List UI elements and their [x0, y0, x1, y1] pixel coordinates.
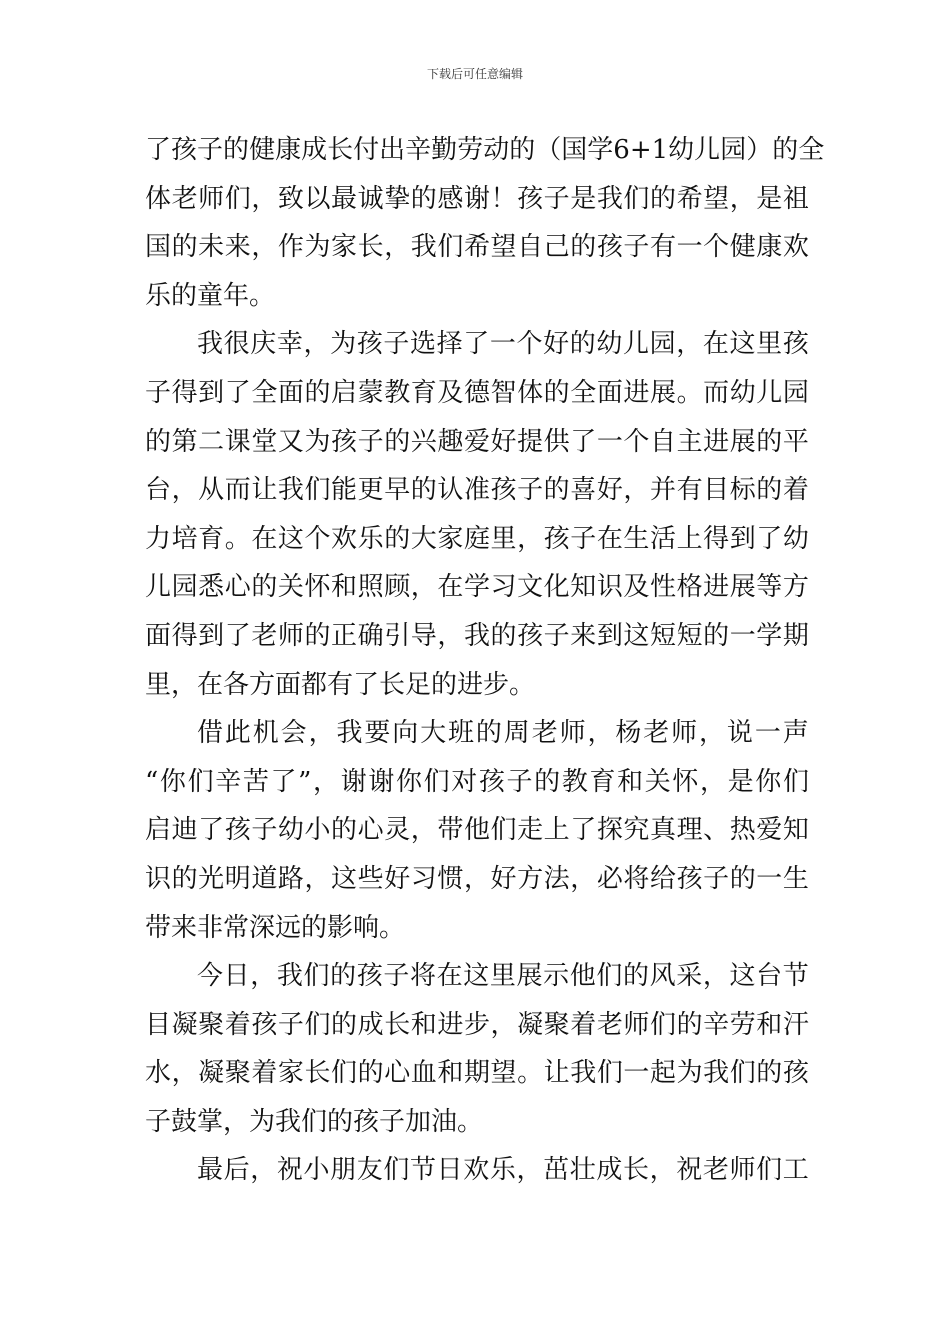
text-line: 今 日 ， 我 们 的 孩 子 将 在 这 里 展 示 他 们 的 风 采 ， 这 台 节	[197, 961, 809, 992]
text-line: 里，在各方面都有了长足的进步。	[145, 669, 536, 700]
text-line: 儿 园 悉 心 的 关 怀 和 照 顾 ， 在 学 习 文 化 知 识 及 性 格 进 展 等 方	[145, 572, 809, 603]
text-line: 面 得 到 了 老 师 的 正 确 引 导 ， 我 的 孩 子 来 到 这 短 短 的 一 学 期	[145, 620, 809, 651]
document-body	[145, 126, 825, 1195]
text-line: 台 ， 从 而 让 我 们 能 更 早 的 认 准 孩 子 的 喜 好 ， 并 有 目 标 的 着	[145, 475, 809, 506]
text-line: 目 凝 聚 着 孩 子 们 的 成 长 和 进 步 ， 凝 聚 着 老 师 们 的 辛 劳 和 汗	[145, 1009, 809, 1040]
text-line: 识 的 光 明 道 路 ， 这 些 好 习 惯 ， 好 方 法 ， 必 将 给 孩 子 的 一 生	[145, 863, 809, 894]
text-line: 子 得 到 了 全 面 的 启 蒙 教 育 及 德 智 体 的 全 面 进 展 。 而 幼 儿 园	[145, 377, 809, 408]
text-line: 借 此 机 会 ， 我 要 向 大 班 的 周 老 师 ， 杨 老 师 ， 说 一 声	[197, 718, 809, 749]
text-line: “ 你 们 辛 苦 了 ” ， 谢 谢 你 们 对 孩 子 的 教 育 和 关 怀 ， 是 你 们	[145, 766, 809, 797]
text-line: 了 孩 子 的 健 康 成 长 付 出 辛 勤 劳 动 的 （ 国 学 6+1 幼 儿 园 ） 的 全	[145, 135, 825, 165]
text-line: 子鼓掌，为我们的孩子加油。	[145, 1106, 484, 1137]
page-header: 下载后可任意编辑	[426, 67, 523, 81]
text-line: 乐的童年。	[145, 280, 276, 311]
text-line: 国 的 未 来 ， 作 为 家 长 ， 我 们 希 望 自 己 的 孩 子 有 一 个 健 康 欢	[145, 232, 809, 263]
text-line: 体 老 师 们 ， 致 以 最 诚 挚 的 感 谢 ！ 孩 子 是 我 们 的 希 望 ， 是 祖	[145, 183, 809, 214]
text-line: 最 后 ， 祝 小 朋 友 们 节 日 欢 乐 ， 茁 壮 成 长 ， 祝 老 师 们 工	[197, 1155, 809, 1186]
text-line: 我 很 庆 幸 ， 为 孩 子 选 择 了 一 个 好 的 幼 儿 园 ， 在 这 里 孩	[197, 329, 809, 360]
text-line: 力 培 育 。 在 这 个 欢 乐 的 大 家 庭 里 ， 孩 子 在 生 活 上 得 到 了 幼	[145, 523, 809, 554]
text-line: 水 ， 凝 聚 着 家 长 们 的 心 血 和 期 望 。 让 我 们 一 起 为 我 们 的 孩	[145, 1058, 809, 1089]
text-line: 的 第 二 课 堂 又 为 孩 子 的 兴 趣 爱 好 提 供 了 一 个 自 主 进 展 的 平	[145, 426, 809, 457]
text-line: 启 迪 了 孩 子 幼 小 的 心 灵 ， 带 他 们 走 上 了 探 究 真 理 、 热 爱 知	[145, 815, 809, 846]
text-line: 带来非常深远的影响。	[145, 912, 406, 943]
